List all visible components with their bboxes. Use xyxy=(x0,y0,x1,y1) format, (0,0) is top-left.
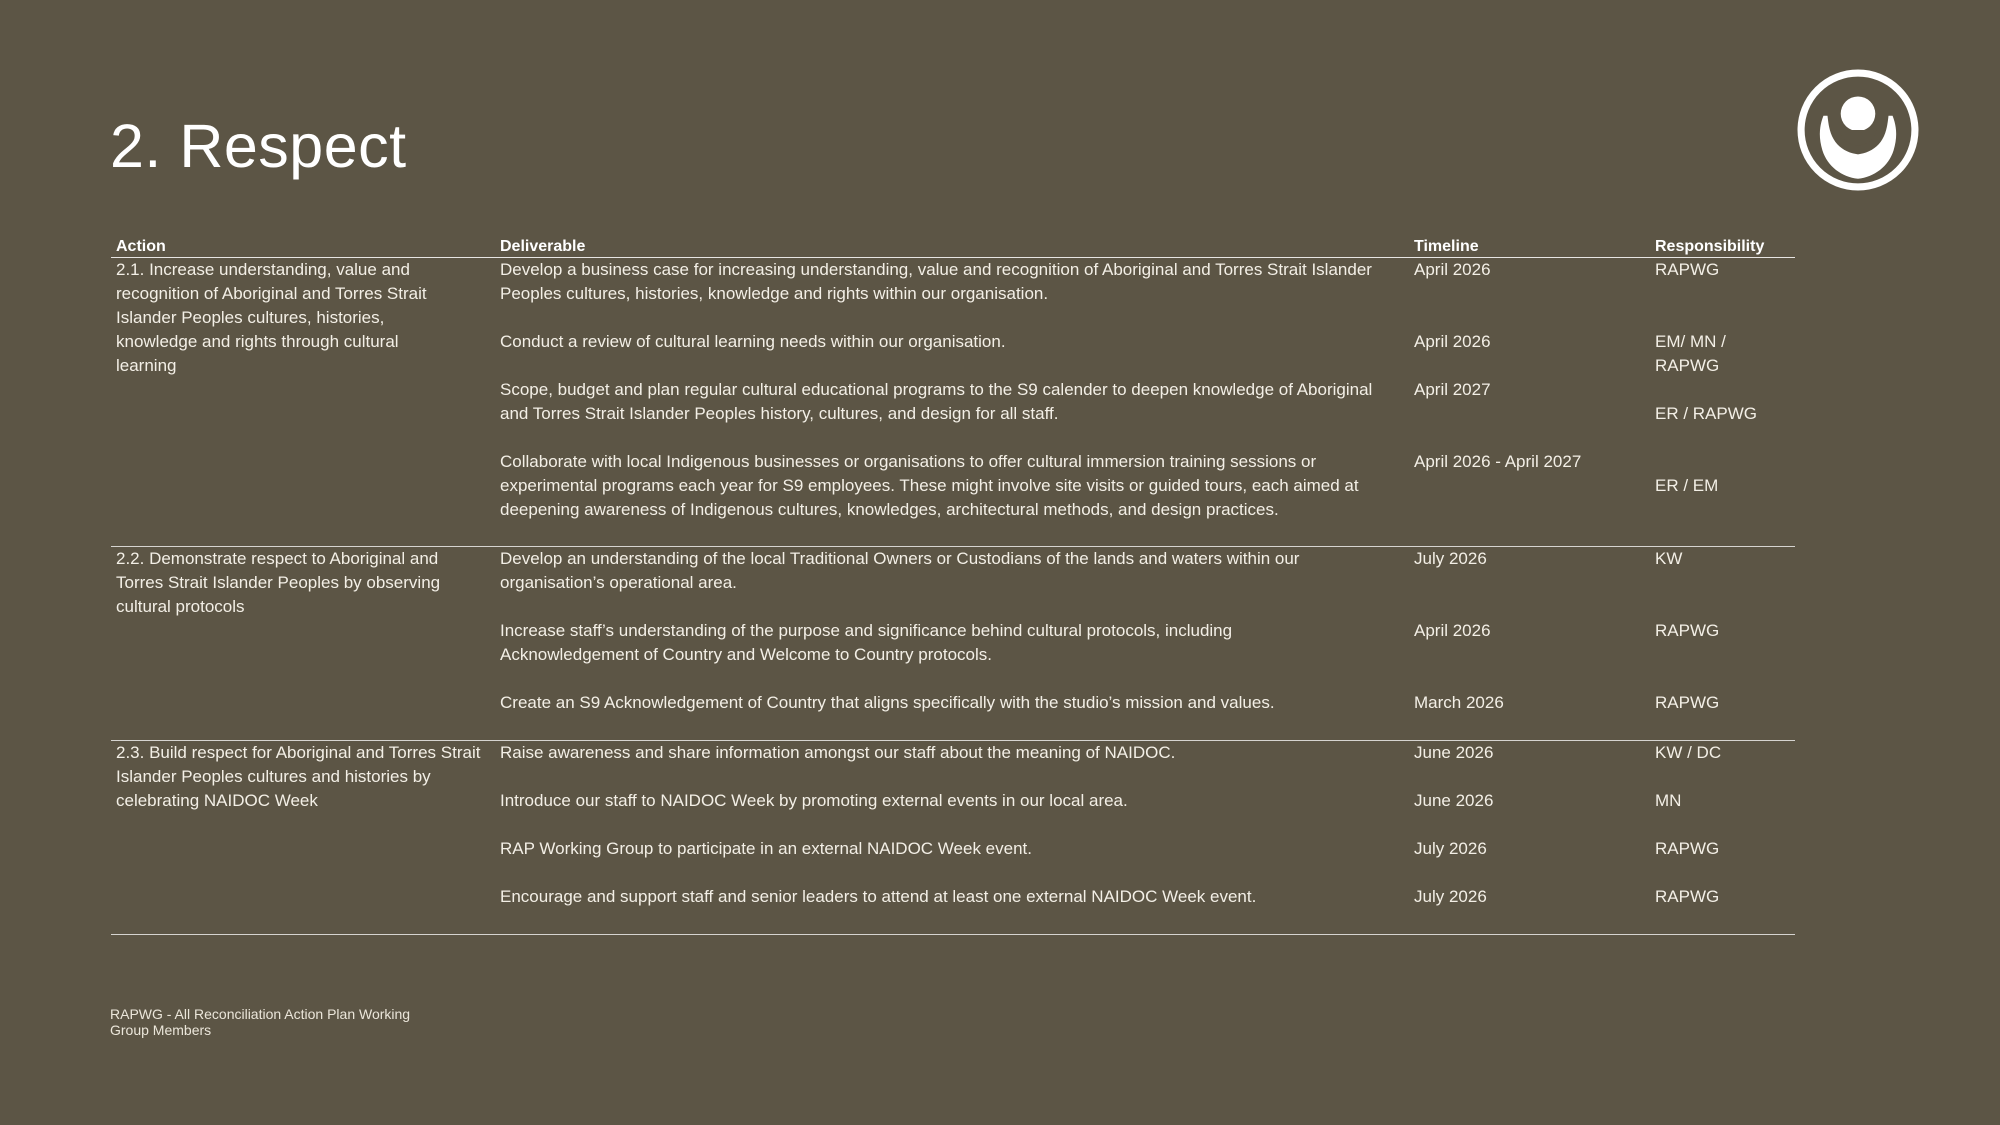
action-section-2-2 xyxy=(111,547,1795,741)
responsibility-cell: KW xyxy=(1655,549,1683,568)
timeline-cell: June 2026 xyxy=(1414,791,1494,810)
column-header-timeline: Timeline xyxy=(1414,238,1479,255)
responsibility-cell: RAPWG xyxy=(1655,693,1720,712)
deliverable-cell: Encourage and support staff and senior leaders to attend at least one external NAIDOC Week event. xyxy=(500,887,1257,906)
table-header xyxy=(111,236,1795,258)
responsibility-cell: ER / RAPWG xyxy=(1655,404,1758,423)
responsibility-cell: RAPWG xyxy=(1655,260,1720,279)
responsibility-cell: RAPWG xyxy=(1655,839,1720,858)
deliverable-cell: Conduct a review of cultural learning needs within our organisation. xyxy=(500,332,1006,351)
deliverable-cell: Scope, budget and plan regular cultural educational programs to the S9 calender to deepen knowledge of Aboriginal and Torres Strait Islander Peoples history, cultures, and design for all staff. xyxy=(500,380,1373,423)
page-title: 2. Respect xyxy=(110,112,407,180)
responsibility-cell: EM/ MN / RAPWG xyxy=(1655,332,1726,375)
column-header-responsibility: Responsibility xyxy=(1655,238,1765,255)
timeline-cell: April 2026 xyxy=(1414,621,1491,640)
responsibility-cell: RAPWG xyxy=(1655,621,1720,640)
responsibility-cell: MN xyxy=(1655,791,1682,810)
timeline-cell: April 2026 xyxy=(1414,260,1491,279)
respect-action-table xyxy=(111,236,1795,935)
action-text: 2.3. Build respect for Aboriginal and Torres Strait Islander Peoples cultures and histories by celebrating NAIDOC Week xyxy=(116,743,481,810)
responsibility-cell: RAPWG xyxy=(1655,887,1720,906)
timeline-cell: April 2027 xyxy=(1414,380,1491,399)
person-held-in-hands-icon xyxy=(1797,69,1919,191)
column-header-deliverable: Deliverable xyxy=(500,238,586,255)
timeline-cell: April 2026 - April 2027 xyxy=(1414,452,1582,471)
action-section-2-3 xyxy=(111,741,1795,935)
deliverable-cell: Develop a business case for increasing understanding, value and recognition of Aboriginal and Torres Strait Islander Peoples cultures, histories, knowledge and rights within our organisation. xyxy=(500,260,1372,303)
timeline-cell: July 2026 xyxy=(1414,839,1487,858)
timeline-cell: July 2026 xyxy=(1414,887,1487,906)
action-section-2-1 xyxy=(111,258,1795,547)
deliverable-cell: Introduce our staff to NAIDOC Week by promoting external events in our local area. xyxy=(500,791,1128,810)
timeline-cell: March 2026 xyxy=(1414,693,1504,712)
timeline-cell: April 2026 xyxy=(1414,332,1491,351)
timeline-cell: July 2026 xyxy=(1414,549,1487,568)
timeline-cell: June 2026 xyxy=(1414,743,1494,762)
deliverable-cell: Create an S9 Acknowledgement of Country that aligns specifically with the studio’s mission and values. xyxy=(500,693,1275,712)
abbreviation-footnote: RAPWG - All Reconciliation Action Plan Working Group Members xyxy=(110,1006,411,1038)
responsibility-cell: ER / EM xyxy=(1655,476,1719,495)
deliverable-cell: RAP Working Group to participate in an external NAIDOC Week event. xyxy=(500,839,1032,858)
deliverable-cell: Develop an understanding of the local Traditional Owners or Custodians of the lands and waters within our organisation’s operational area. xyxy=(500,549,1300,592)
column-header-action: Action xyxy=(116,238,166,255)
responsibility-cell: KW / DC xyxy=(1655,743,1722,762)
action-text: 2.2. Demonstrate respect to Aboriginal and Torres Strait Islander Peoples by observing cultural protocols xyxy=(116,549,441,616)
deliverable-cell: Raise awareness and share information amongst our staff about the meaning of NAIDOC. xyxy=(500,743,1176,762)
action-text: 2.1. Increase understanding, value and recognition of Aboriginal and Torres Strait Islander Peoples cultures, histories, knowledge and rights through cultural learning xyxy=(116,260,427,375)
deliverable-cell: Increase staff’s understanding of the purpose and significance behind cultural protocols, including Acknowledgement of Country and Welcome to Country protocols. xyxy=(500,621,1233,664)
deliverable-cell: Collaborate with local Indigenous businesses or organisations to offer cultural immersion training sessions or experimental programs each year for S9 employees. These might involve site visits or guided tours, each aimed at deepening awareness of Indigenous cultures, knowledges, architectural methods, and design practices. xyxy=(500,452,1359,519)
